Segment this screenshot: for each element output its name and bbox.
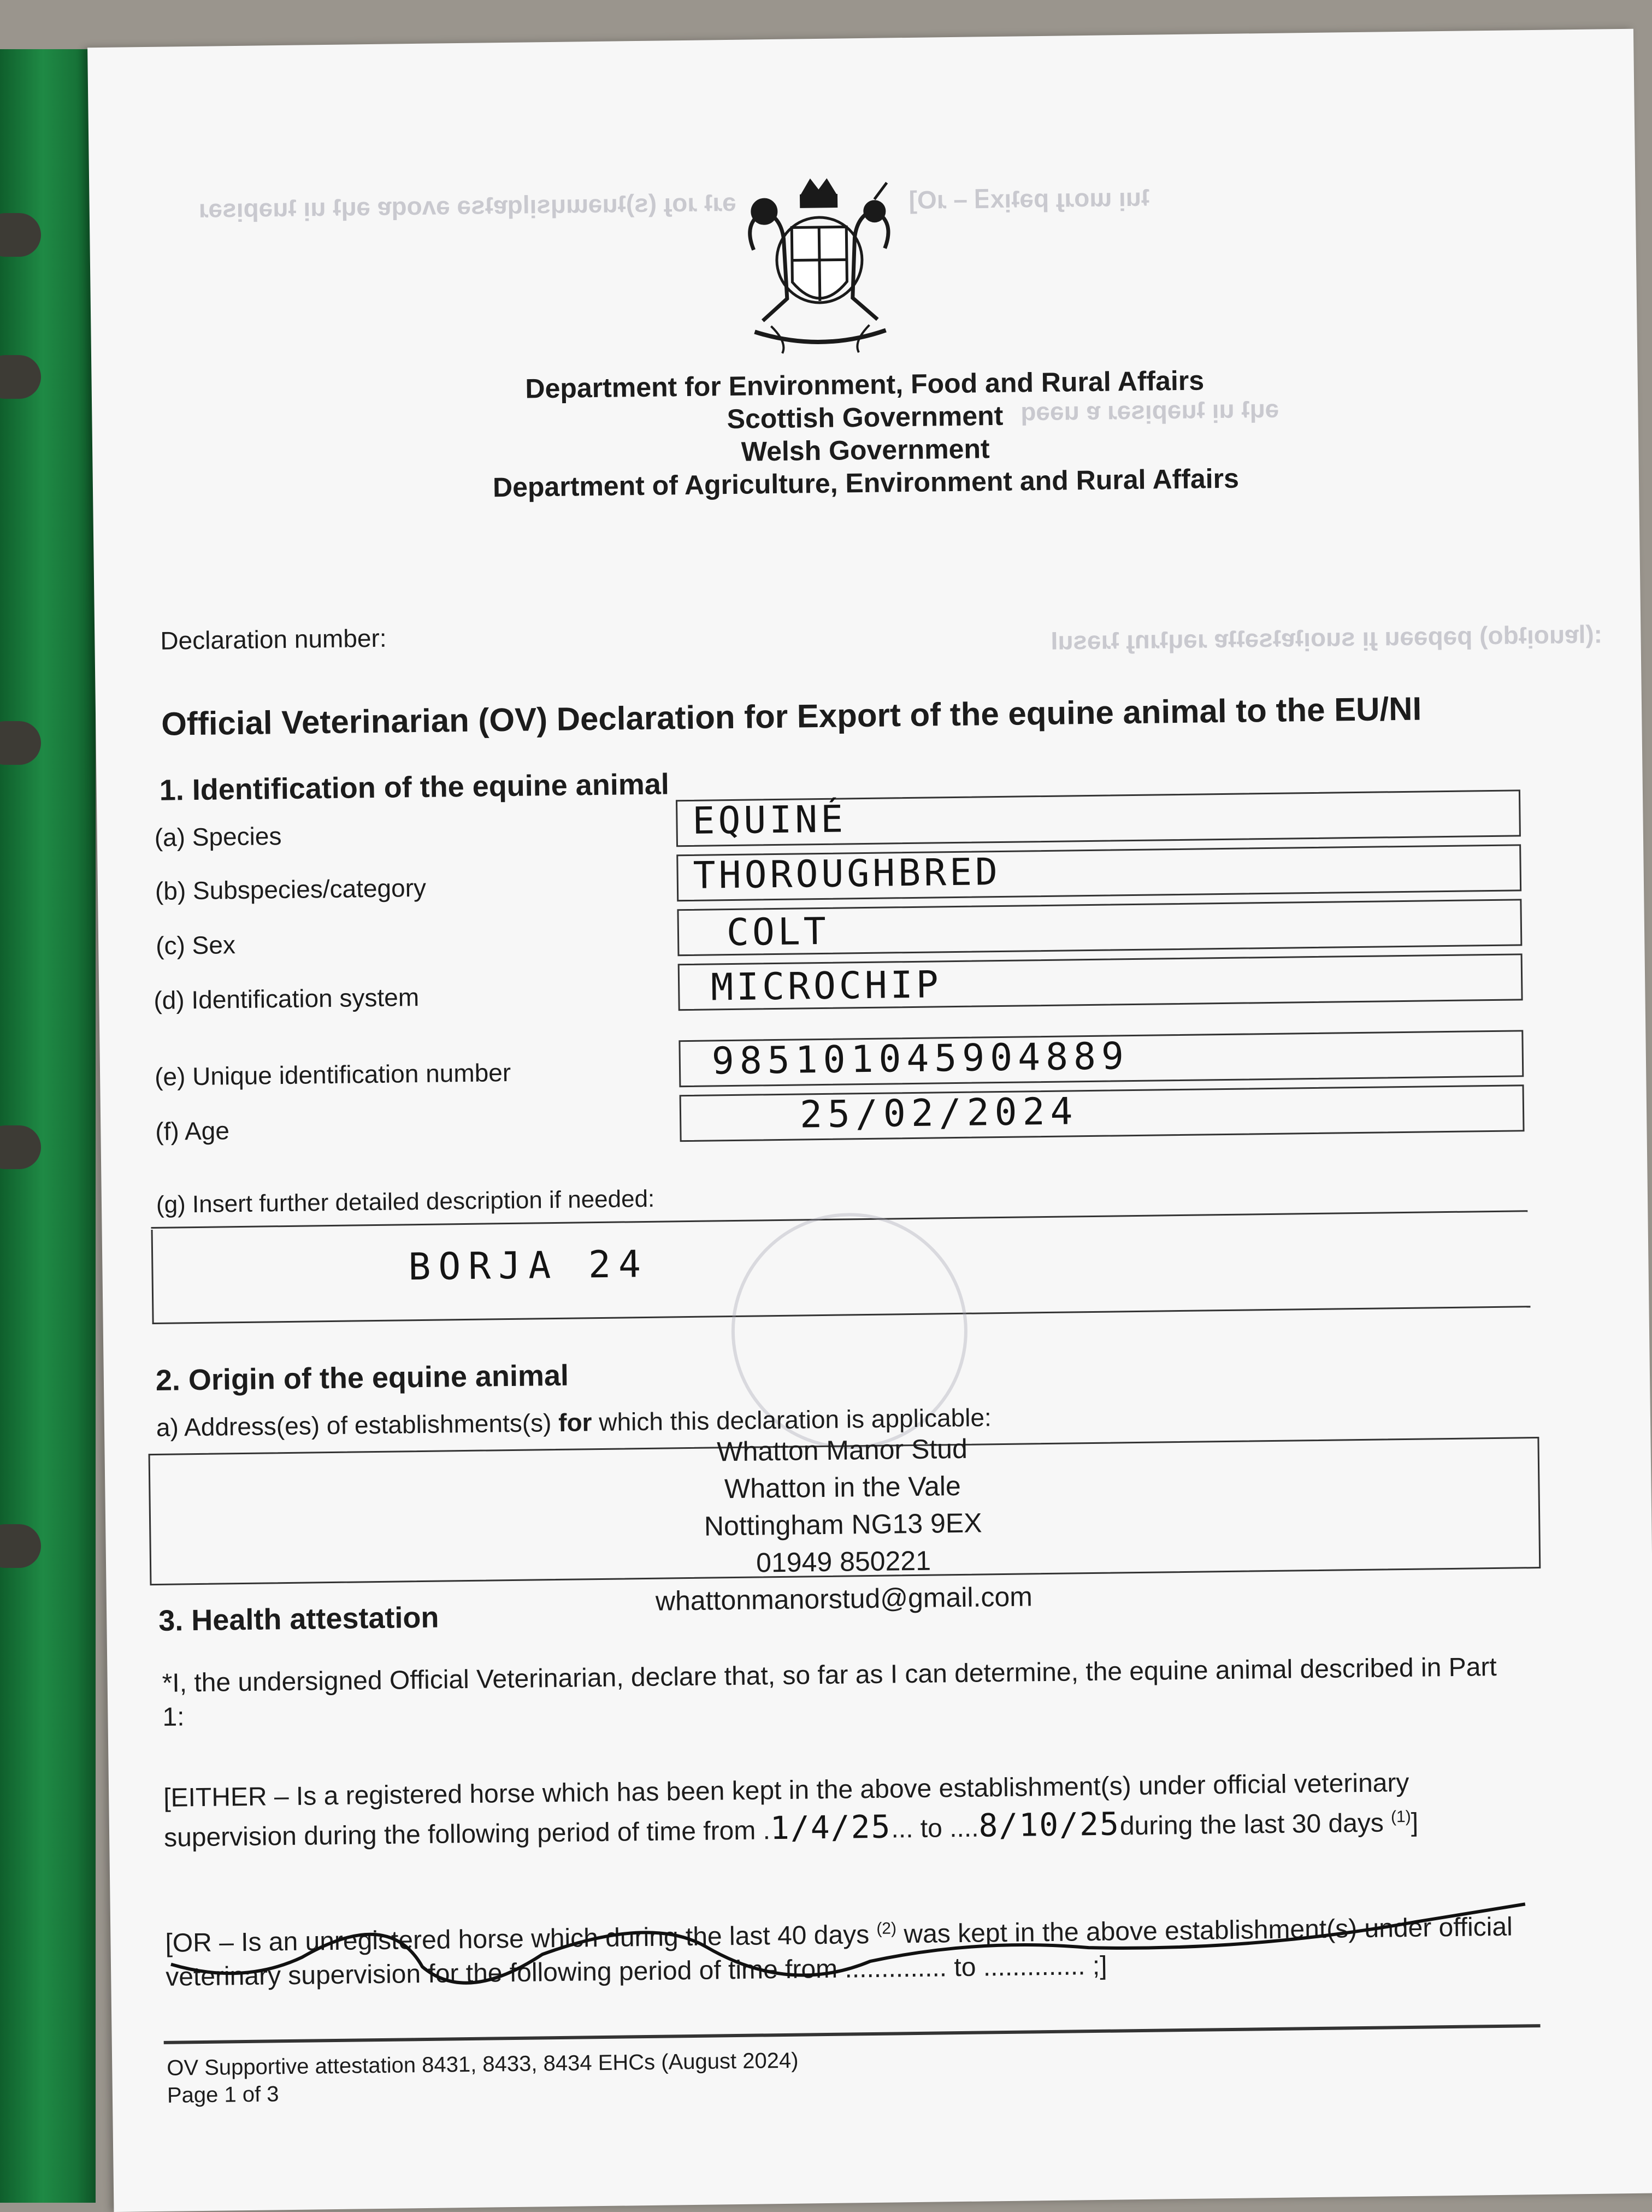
address-label-part: which this declaration is applicable: xyxy=(592,1403,992,1437)
dept-scottish-gov: Scottish Government xyxy=(727,400,1004,435)
either-clause xyxy=(163,1766,1419,1855)
or-clause-line: veterinary supervision for the following period of time from .............. to .............. ;] xyxy=(165,1951,1107,1992)
crossed-out-scribble xyxy=(159,1871,1559,2019)
subspecies-value: THOROUGHBRED xyxy=(693,850,1001,898)
id-system-label: (d) Identification system xyxy=(154,983,420,1014)
show-through-text: ǝɥʇ uᴉ ʇuǝpᴉsǝɹ ɐ uǝǝq xyxy=(1020,394,1279,426)
page-number: Page 1 of 3 xyxy=(167,2082,279,2108)
age-value: 25/02/2024 xyxy=(799,1090,1078,1137)
punch-hole xyxy=(0,1524,41,1568)
id-system-value: MICROCHIP xyxy=(710,963,942,1010)
show-through-text: :(lɐuoᴉʇdo) pǝpǝǝu ɟᴉ suoᴉʇɐʇsǝʇʇɐ ɹǝɥʇɹnɟ ʇɹǝsuI xyxy=(1051,620,1603,655)
sex-label: (c) Sex xyxy=(155,930,236,960)
either-from-date: 1/4/25 xyxy=(770,1808,892,1847)
either-clause-line: [EITHER – Is a registered horse which has been kept in the above establishment(s) under official veterinary xyxy=(163,1768,1409,1813)
address-label-part: a) Address(es) of establishments(s) xyxy=(156,1408,559,1442)
dept-welsh-gov: Welsh Government xyxy=(741,433,990,467)
footer-rule xyxy=(164,2024,1541,2044)
address-line-city: Nottingham NG13 9EX xyxy=(704,1507,982,1542)
subspecies-label: (b) Subspecies/category xyxy=(155,873,427,905)
declaration-number-label: Declaration number: xyxy=(160,623,387,655)
unique-id-value: 985101045904889 xyxy=(711,1035,1130,1083)
address-line-email: whattonmanorstud@gmail.com xyxy=(655,1581,1033,1617)
footer xyxy=(167,2047,799,2109)
either-text: during the last 30 days xyxy=(1119,1808,1391,1841)
species-label: (a) Species xyxy=(154,822,282,852)
attestation-intro xyxy=(162,1650,1497,1735)
royal-coat-of-arms-logo xyxy=(731,177,908,365)
address-line-village: Whatton in the Vale xyxy=(724,1470,961,1505)
punch-hole xyxy=(0,213,41,257)
unique-id-label: (e) Unique identification number xyxy=(154,1058,511,1091)
address-label-for: for xyxy=(558,1408,592,1437)
or-text: [OR – Is an unregistered horse which during the last 40 days xyxy=(165,1920,877,1958)
punch-hole xyxy=(0,1125,41,1169)
section1-heading: 1. Identification of the equine animal xyxy=(159,768,670,807)
either-text: ] xyxy=(1411,1808,1419,1837)
address-line-name: Whatton Manor Stud xyxy=(716,1433,968,1467)
address-line-phone: 01949 850221 xyxy=(756,1545,931,1578)
or-text: was kept in the above establishment(s) under official xyxy=(896,1912,1513,1949)
footer-attestation: OV Supportive attestation 8431, 8433, 8434 EHCs (August 2024) xyxy=(167,2048,799,2080)
sex-value: COLT xyxy=(726,910,830,955)
either-text: supervision during the following period of time from . xyxy=(163,1816,771,1853)
attestation-intro-line: 1: xyxy=(162,1702,185,1732)
punch-hole xyxy=(0,355,41,399)
species-value: EQUINÉ xyxy=(692,798,847,843)
section2-heading: 2. Origin of the equine animal xyxy=(155,1359,569,1397)
section3-heading: 3. Health attestation xyxy=(158,1601,439,1637)
age-label: (f) Age xyxy=(155,1116,230,1146)
further-description-label: (g) Insert further detailed description if needed: xyxy=(156,1185,655,1218)
green-binder xyxy=(0,49,96,2203)
further-description-value: BORJA 24 xyxy=(408,1242,649,1289)
show-through-text: ʇuᴉ ɯoɹɟ pǝʇᴉx∃ – ɹO] xyxy=(908,182,1150,214)
either-text: ... to .... xyxy=(891,1813,979,1844)
punch-hole xyxy=(0,721,41,765)
document-page xyxy=(87,29,1652,2212)
dept-defra: Department for Environment, Food and Rural Affairs xyxy=(525,365,1205,404)
footnote-ref: (1) xyxy=(1390,1807,1411,1826)
footnote-ref: (2) xyxy=(876,1919,897,1938)
dept-daera: Department of Agriculture, Environment and Rural Affairs xyxy=(492,463,1240,503)
show-through-text: ǝɹʇ ɹoɟ (s)ʇuǝɯɥsᴉlqɐʇsǝ ǝʌoqɐ ǝɥʇ uᴉ ʇuǝpᴉsǝɹ xyxy=(198,187,737,223)
either-to-date: 8/10/25 xyxy=(978,1805,1120,1844)
attestation-intro-line: *I, the undersigned Official Veterinarian, declare that, so far as I can determine, the equine animal described in Part xyxy=(162,1652,1497,1698)
page-title: Official Veterinarian (OV) Declaration for Export of the equine animal to the EU/NI xyxy=(161,690,1422,742)
